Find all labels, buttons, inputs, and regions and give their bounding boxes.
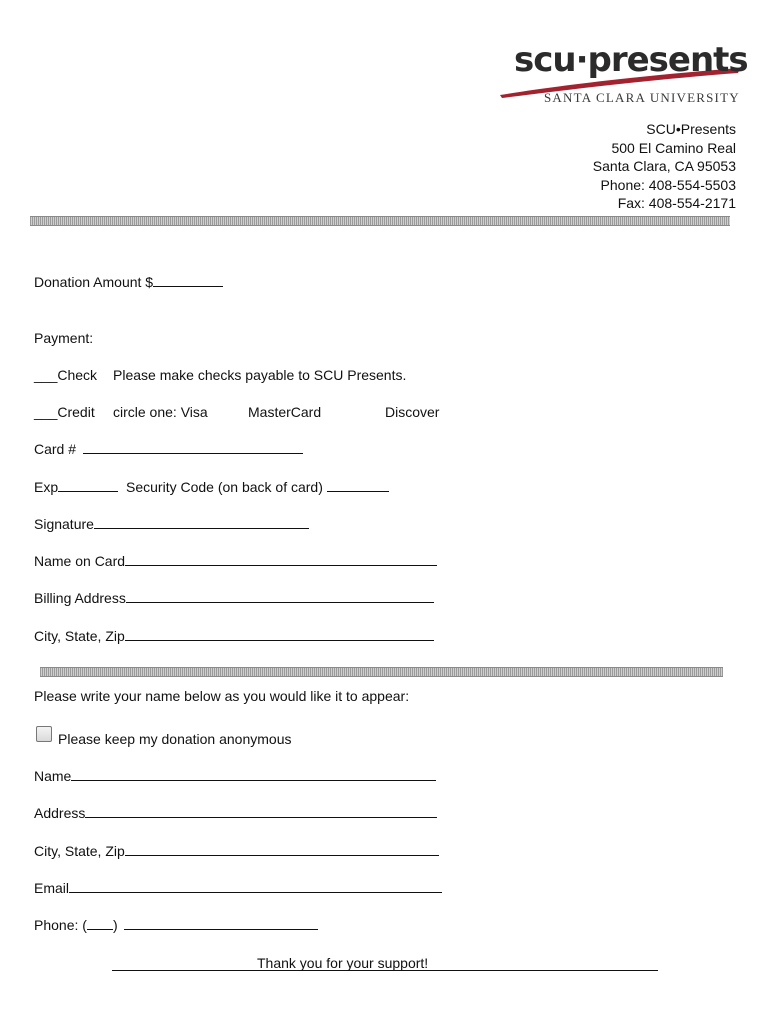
billing-city-field[interactable]	[125, 639, 434, 641]
org-name: SCU•Presents	[646, 121, 736, 137]
exp-row	[34, 479, 389, 495]
security-label: Security Code (on back of card)	[126, 479, 323, 495]
rec-name-label: Name	[34, 768, 72, 784]
anonymous-label: Please keep my donation anonymous	[58, 731, 292, 747]
donation-row	[34, 274, 223, 290]
donation-amount-field[interactable]	[153, 285, 223, 287]
rec-city-row	[34, 843, 439, 859]
rec-email-field[interactable]	[69, 891, 442, 893]
name-on-card-field[interactable]	[125, 564, 437, 566]
street: 500 El Camino Real	[611, 139, 736, 156]
card-row	[34, 441, 303, 457]
rec-address-label: Address	[34, 805, 86, 821]
exp-label: Exp	[34, 479, 59, 495]
rec-city-label: City, State, Zip	[34, 843, 125, 859]
billing-row	[34, 590, 434, 606]
check-note: Please make checks payable to SCU Presents.	[113, 367, 407, 383]
exp-field[interactable]	[58, 490, 118, 492]
donation-label: Donation Amount $	[34, 274, 154, 290]
rec-phone-area-field[interactable]	[87, 928, 113, 930]
recognition-instruction: Please write your name below as you would like it to appear:	[34, 688, 410, 704]
rec-phone-row	[34, 917, 318, 933]
signature-label: Signature	[34, 516, 94, 532]
fax: Fax: 408-554-2171	[617, 195, 736, 212]
thanks-text: Thank you for your support!	[257, 955, 429, 971]
rec-phone-label: Phone: (	[34, 917, 87, 933]
billing-label: Billing Address	[34, 590, 126, 606]
rec-address-row	[34, 805, 437, 821]
rec-phone-field[interactable]	[124, 928, 318, 930]
scu-presents-logo	[496, 40, 748, 110]
rec-name-row	[34, 768, 436, 784]
logo-university: SANTA CLARA UNIVERSITY	[544, 90, 740, 105]
billing-city-row	[34, 628, 434, 644]
payment-label: Payment:	[34, 330, 94, 346]
signature-row	[34, 516, 309, 532]
rec-email-row	[34, 880, 442, 896]
security-code-field[interactable]	[327, 490, 389, 492]
middle-divider	[40, 667, 723, 677]
logo-wordmark: scu·presents	[514, 40, 748, 80]
card-type-visa[interactable]: circle one: Visa	[113, 404, 208, 420]
address-block	[593, 120, 736, 213]
card-label: Card #	[34, 441, 77, 457]
rec-address-field[interactable]	[85, 816, 437, 818]
billing-city-label: City, State, Zip	[34, 628, 125, 644]
name-on-card-row	[34, 553, 437, 569]
top-divider	[30, 216, 730, 226]
card-type-mastercard[interactable]: MasterCard	[248, 404, 322, 420]
rec-name-field[interactable]	[71, 779, 436, 781]
rec-city-field[interactable]	[125, 854, 439, 856]
credit-option[interactable]: ___Credit	[34, 404, 95, 420]
signature-field[interactable]	[94, 527, 309, 529]
name-on-card-label: Name on Card	[34, 553, 126, 569]
city-state: Santa Clara, CA 95053	[592, 158, 736, 175]
anonymous-checkbox[interactable]	[36, 726, 52, 742]
card-type-discover[interactable]: Discover	[385, 404, 440, 420]
phone: Phone: 408-554-5503	[600, 176, 736, 193]
rec-email-label: Email	[34, 880, 70, 896]
billing-address-field[interactable]	[126, 601, 434, 603]
check-option[interactable]: ___Check	[34, 367, 98, 383]
card-number-field[interactable]	[83, 452, 303, 454]
rec-phone-mid: )	[112, 917, 118, 933]
